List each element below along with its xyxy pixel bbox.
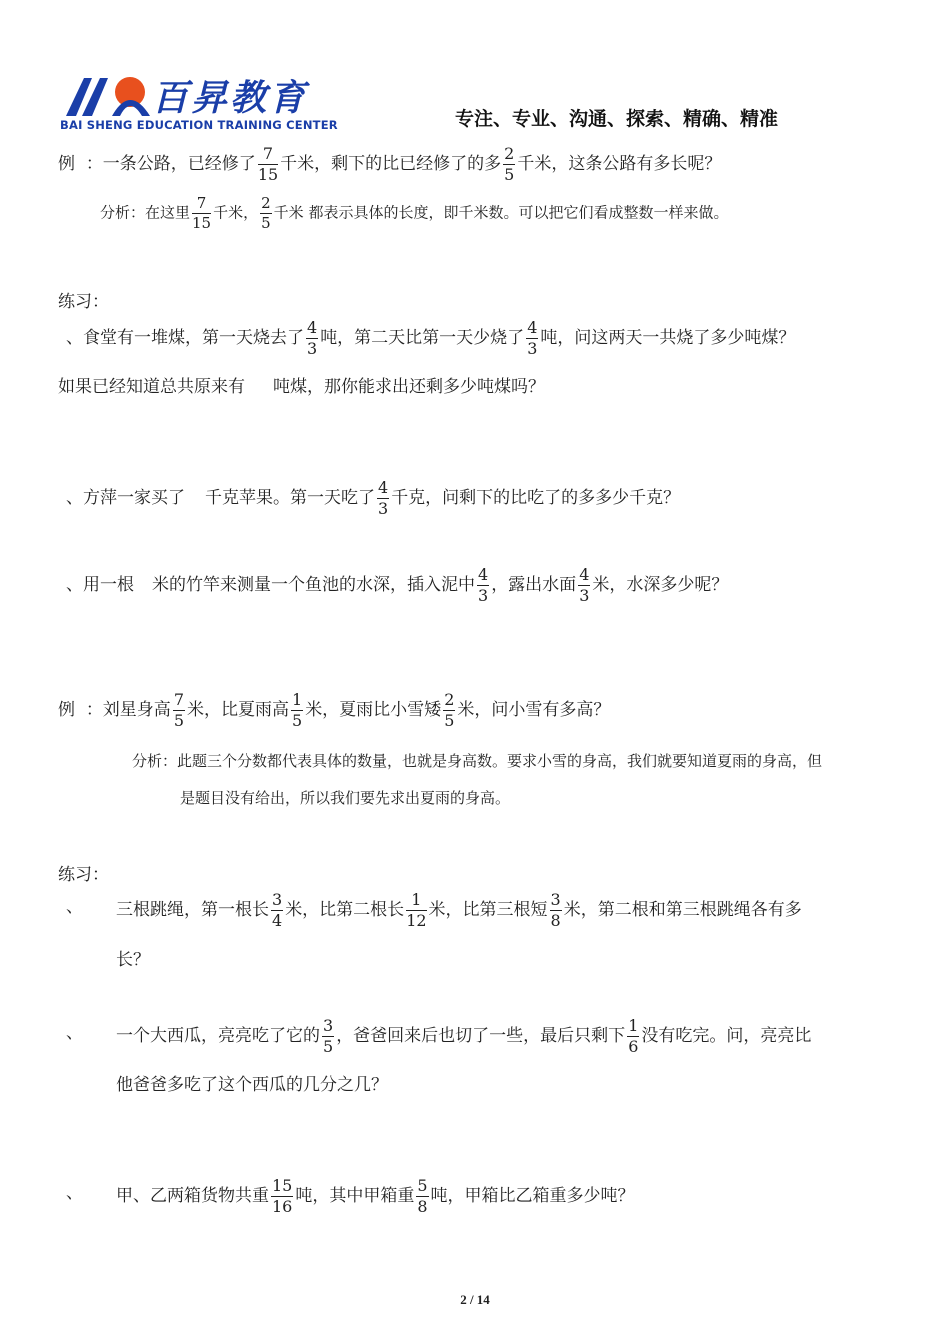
text: 千米，剩下的比已经修了的多: [280, 154, 502, 174]
fraction: $\frac{1}{12}$: [406, 890, 427, 930]
practice-2-question-1-line-2: 长？: [116, 950, 150, 970]
fraction: $\frac{2}{5}$: [444, 690, 455, 730]
example-1: [58, 146, 721, 183]
text: 米，水深多少呢？: [592, 575, 729, 595]
fraction: $\frac{1}{5}$: [292, 690, 303, 730]
fraction: $\frac{2}{5}$: [261, 194, 271, 232]
practice-1-question-1-line-2: [58, 372, 545, 397]
practice-1-question-3: [66, 567, 728, 604]
slogan: 专注、专业、沟通、探索、精确、精准: [455, 108, 779, 130]
text: 吨，其中甲箱重: [295, 1186, 415, 1206]
fraction: $\frac{4}{3}$: [307, 318, 318, 358]
example-2-analysis-line-2: 是题目没有给出，所以我们要先求出夏雨的身高。: [180, 789, 511, 807]
fraction: $\frac{7}{15}$: [192, 194, 212, 232]
text: 一个大西瓜，亮亮吃了它的: [116, 1026, 320, 1046]
practice-2-question-1-number: 、: [66, 897, 83, 917]
fraction: $\frac{3}{4}$: [272, 890, 283, 930]
text: 米，比夏雨高: [187, 700, 289, 720]
fraction: $\frac{4}{3}$: [579, 565, 590, 605]
fraction: $\frac{3}{8}$: [550, 890, 561, 930]
text: 甲、乙两箱货物共重: [116, 1186, 269, 1206]
fraction: $\frac{4}{3}$: [378, 478, 389, 518]
fraction: $\frac{15}{16}$: [272, 1176, 293, 1216]
practice-2-title: 练习：: [58, 865, 109, 885]
practice-2-question-3: [116, 1178, 635, 1215]
text: 米，夏雨比小雪矮: [305, 700, 442, 720]
text: 、用一根: [66, 575, 134, 595]
text: 米，比第三根短: [428, 900, 548, 920]
text: 吨，甲箱比乙箱重多少吨？: [430, 1186, 635, 1206]
fraction: $\frac{1}{6}$: [628, 1016, 639, 1056]
practice-1-question-2: [66, 480, 680, 517]
practice-1-title: 练习：: [58, 292, 109, 312]
text: 米，问小雪有多高？: [457, 700, 611, 720]
example-2-analysis-line-1: 分析：此题三个分数都代表具体的数量，也就是身高数。要求小雪的身高，我们就要知道夏雨的身高，但: [132, 752, 823, 770]
fraction: $\frac{7}{5}$: [173, 690, 184, 730]
example-1-analysis: [100, 196, 728, 231]
text: 如果已经知道总共原来有: [58, 377, 245, 397]
fraction: $\frac{7}{15}$: [257, 144, 279, 184]
fraction: $\frac{4}{3}$: [527, 318, 538, 358]
practice-1-question-1: [66, 320, 795, 357]
text: 千米，这条公路有多长呢？: [517, 154, 722, 174]
fraction: $\frac{3}{5}$: [323, 1016, 334, 1056]
brand-subtitle: BAI SHENG EDUCATION TRAINING CENTER: [60, 118, 338, 132]
text: 吨煤，那你能求出还剩多少吨煤吗？: [273, 377, 545, 397]
practice-2-question-2-line-2: 他爸爸多吃了这个西瓜的几分之几？: [116, 1075, 388, 1095]
text: 米，第二根和第三根跳绳各有多: [563, 900, 802, 920]
text: 吨，问这两天一共烧了多少吨煤？: [540, 328, 796, 348]
text: 千克苹果。第一天吃了: [205, 488, 375, 508]
text: 分析：在这里: [100, 203, 191, 222]
practice-2-question-2-number: 、: [66, 1023, 83, 1043]
text: 没有吃完。问，亮亮比: [641, 1026, 812, 1046]
example-2: [58, 692, 610, 729]
page-number: 2 / 14: [460, 1292, 490, 1307]
fraction: $\frac{4}{3}$: [478, 565, 489, 605]
fraction: $\frac{5}{8}$: [417, 1176, 428, 1216]
text: ：刘星身高: [85, 700, 171, 720]
text: 千克，问剩下的比吃了的多多少千克？: [391, 488, 681, 508]
practice-2-question-1: [116, 892, 802, 929]
logo-mark-icon: [62, 70, 154, 122]
text: 千米，: [213, 203, 259, 222]
text: ，露出水面: [491, 575, 577, 595]
brand-name: 百昇教育: [152, 78, 309, 119]
text: 米，比第二根长: [285, 900, 405, 920]
text: ：一条公路，已经修了: [85, 154, 256, 174]
text: 三根跳绳，第一根长: [116, 900, 269, 920]
text: 米的竹竿来测量一个鱼池的水深，插入泥中: [152, 575, 475, 595]
text: ，爸爸回来后也切了一些，最后只剩下: [336, 1026, 626, 1046]
fraction: $\frac{2}{5}$: [504, 144, 515, 184]
practice-2-question-2: [116, 1018, 811, 1055]
example-label: 例: [58, 700, 75, 720]
practice-2-question-3-number: 、: [66, 1183, 83, 1203]
text: 、方萍一家买了: [66, 488, 185, 508]
text: 吨，第二天比第一天少烧了: [320, 328, 525, 348]
text: 千米 都表示具体的长度，即千米数。可以把它们看成整数一样来做。: [273, 203, 729, 222]
text: 、食堂有一堆煤，第一天烧去了: [66, 328, 304, 348]
example-label: 例: [58, 154, 75, 174]
